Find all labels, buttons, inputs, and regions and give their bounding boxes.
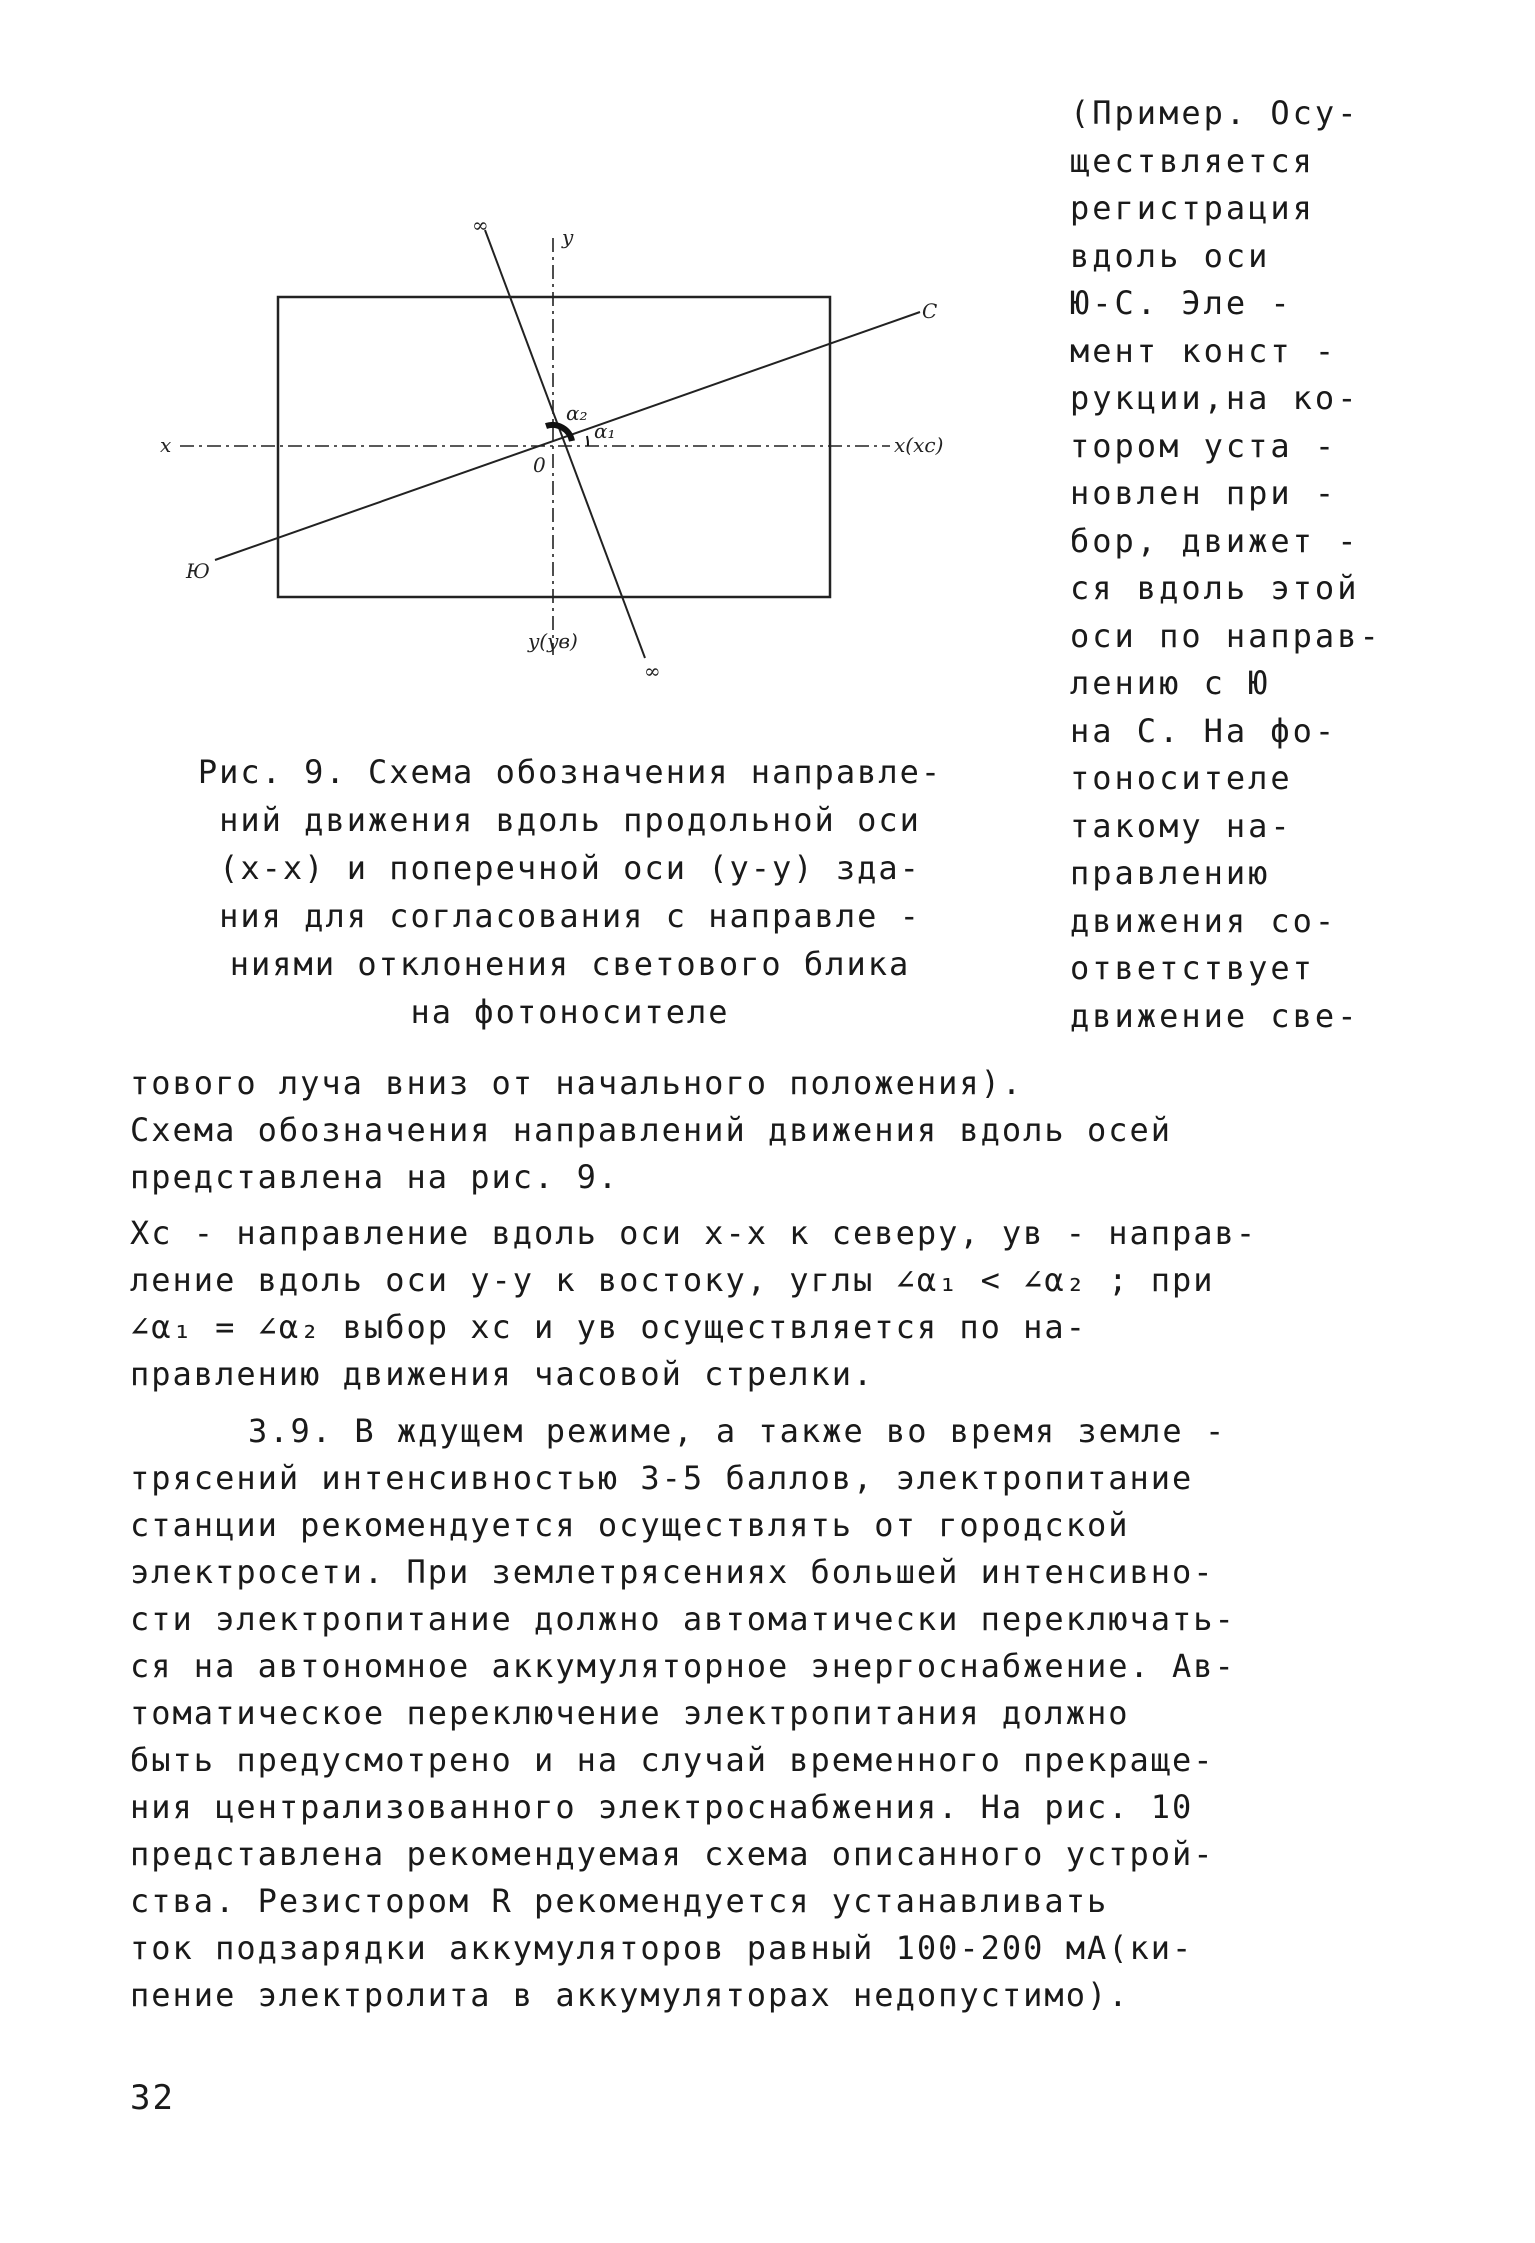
body-line: быть предусмотрено и на случай временного прекраще-	[130, 1741, 1215, 1779]
body-line: станции рекомендуется осуществлять от городской	[130, 1506, 1130, 1544]
axes-diagram	[150, 200, 1010, 700]
label-infinity-top: ∞	[472, 213, 489, 237]
side-line: новлен при -	[1070, 474, 1338, 512]
body-line: Xс - направление вдоль оси х-х к северу, yв - направ-	[130, 1214, 1258, 1252]
side-line: движение све-	[1070, 996, 1360, 1035]
label-north-c: С	[922, 299, 938, 323]
side-line: лению с Ю	[1070, 664, 1271, 702]
label-alpha2: α₂	[566, 401, 588, 425]
caption-line: Рис. 9. Схема обозначения направле-	[197, 753, 943, 791]
label-infinity-bottom: ∞	[644, 659, 661, 683]
side-column-text	[1070, 90, 1415, 1040]
body-line: правлению движения часовой стрелки.	[130, 1355, 875, 1393]
caption-line: ния для согласования с направле -	[219, 897, 921, 935]
side-line: рукции,на ко-	[1070, 379, 1360, 417]
body-line: пение электролита в аккумуляторах недопустимо).	[130, 1976, 1130, 2014]
body-line: ление вдоль оси у-у к востоку, углы ∠α₁ < ∠α₂ ; при	[130, 1261, 1215, 1299]
caption-line: (х-х) и поперечной оси (у-у) зда-	[219, 849, 921, 887]
side-line: правлению	[1070, 854, 1271, 892]
body-line: представлена на рис. 9.	[130, 1158, 620, 1196]
side-line: (Пример. Осу-	[1070, 94, 1360, 132]
label-south-yu: Ю	[186, 559, 210, 583]
side-line: мент конст -	[1070, 331, 1338, 370]
building-outline	[278, 297, 830, 597]
side-line: тором уста -	[1070, 426, 1338, 465]
body-line: ния централизованного электроснабжения. На рис. 10	[130, 1788, 1194, 1826]
label-y-top: y	[562, 225, 574, 249]
body-line: 3.9. В ждущем режиме, а также во время земле -	[248, 1412, 1227, 1450]
side-line: Ю-С. Эле -	[1070, 284, 1293, 322]
side-line: бор, движет -	[1070, 521, 1360, 560]
side-line: регистрация	[1070, 189, 1315, 227]
label-x-left: x	[160, 433, 172, 457]
body-line: ся на автономное аккумуляторное энергоснабжение. Ав-	[130, 1647, 1236, 1685]
body-line: томатическое переключение электропитания должно	[130, 1694, 1130, 1732]
label-x-right: x(xc)	[894, 433, 944, 457]
side-line: ществляется	[1070, 141, 1315, 180]
body-line: электросети. При землетрясениях большей интенсивно-	[130, 1553, 1215, 1591]
body-line: представлена рекомендуемая схема описанного устрой-	[130, 1835, 1215, 1873]
body-paragraph-2	[130, 1210, 1420, 1398]
side-line: ответствует	[1070, 949, 1315, 987]
angle-alpha1-arc	[587, 436, 588, 446]
body-line: ∠α₁ = ∠α₂ выбор xс и yв осуществляется по на-	[130, 1308, 1087, 1346]
label-alpha1: α₁	[594, 419, 616, 443]
body-line: Схема обозначения направлений движения вдоль осей	[130, 1111, 1173, 1149]
body-paragraph-3	[130, 1408, 1420, 2019]
label-y-bottom: y(yв)	[528, 629, 578, 653]
side-line: оси по направ-	[1070, 616, 1382, 655]
side-line: движения со-	[1070, 901, 1338, 940]
side-line: тоносителе	[1070, 759, 1293, 797]
page-number: 32	[130, 2078, 175, 2118]
body-line: сти электропитание должно автоматически переключать-	[130, 1600, 1236, 1638]
body-line: трясений интенсивностью 3-5 баллов, электропитание	[130, 1459, 1194, 1497]
label-origin: 0	[533, 453, 546, 477]
body-paragraph-1	[130, 1060, 1420, 1201]
body-line: тового луча вниз от начального положения).	[130, 1064, 1024, 1102]
side-line: ся вдоль этой	[1070, 569, 1360, 607]
side-line: на С. На фо-	[1070, 711, 1338, 750]
caption-line: ний движения вдоль продольной оси	[219, 801, 921, 839]
side-line: вдоль оси	[1070, 236, 1271, 275]
body-line: ток подзарядки аккумуляторов равный 100-200 мА(ки-	[130, 1929, 1194, 1967]
body-line: ства. Резистором R рекомендуется устанавливать	[130, 1882, 1109, 1920]
caption-line: на фотоносителе	[410, 993, 730, 1031]
side-line: такому на-	[1070, 806, 1293, 845]
caption-line: ниями отклонения светового блика	[229, 945, 911, 983]
figure-caption	[140, 748, 1000, 1036]
figure-9-diagram	[150, 200, 1010, 700]
steep-line	[485, 230, 645, 658]
